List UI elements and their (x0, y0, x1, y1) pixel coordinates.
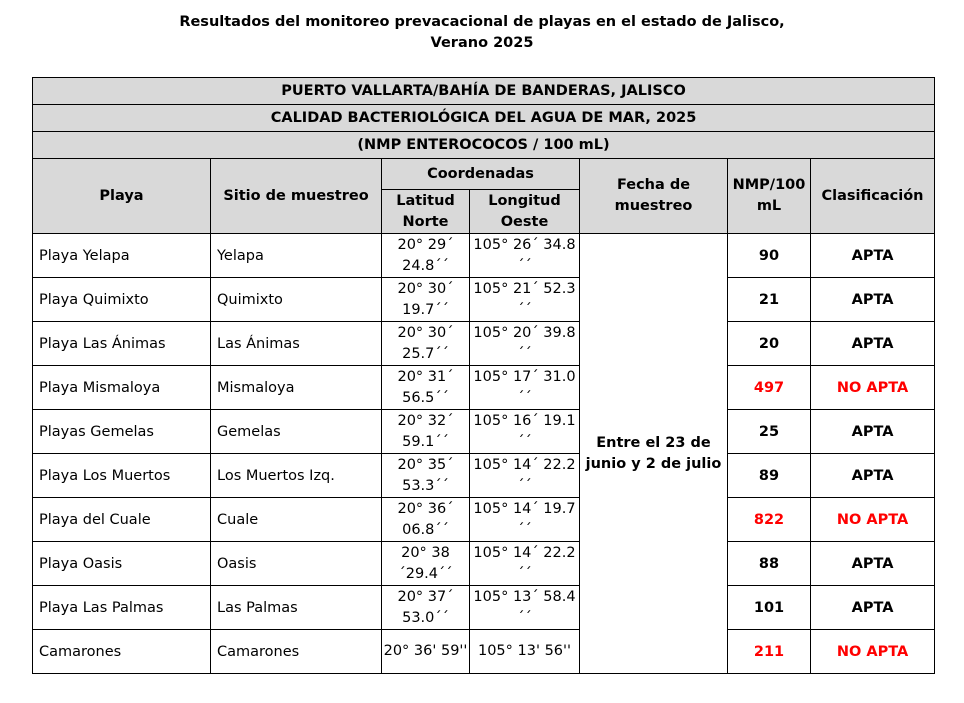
cell-latitud: 20° 30´ 25.7´´ (382, 322, 470, 366)
cell-playa: Playa Los Muertos (33, 454, 211, 498)
cell-nmp: 88 (728, 542, 811, 586)
cell-playa: Playa Quimixto (33, 278, 211, 322)
cell-latitud: 20° 37´ 53.0´´ (382, 586, 470, 630)
results-table (32, 77, 935, 674)
column-header-playa: Playa (33, 159, 211, 234)
cell-playa: Playa Yelapa (33, 234, 211, 278)
cell-nmp: 89 (728, 454, 811, 498)
cell-latitud: 20° 35´ 53.3´´ (382, 454, 470, 498)
table-row (33, 234, 935, 278)
cell-clasificacion: APTA (811, 234, 935, 278)
cell-clasificacion: APTA (811, 586, 935, 630)
cell-longitud: 105° 17´ 31.0´´ (470, 366, 580, 410)
cell-sitio: Oasis (211, 542, 382, 586)
title-line-2: Verano 2025 (430, 35, 534, 51)
cell-nmp: 497 (728, 366, 811, 410)
table-title-quality: CALIDAD BACTERIOLÓGICA DEL AGUA DE MAR, 2025 (33, 105, 935, 132)
cell-latitud: 20° 31´ 56.5´´ (382, 366, 470, 410)
cell-longitud: 105° 14´ 22.2´´ (470, 542, 580, 586)
cell-playa: Playas Gemelas (33, 410, 211, 454)
column-header-fecha: Fecha de muestreo (580, 159, 728, 234)
table-row (33, 410, 935, 454)
title-line-1: Resultados del monitoreo prevacacional de playas en el estado de Jalisco, (179, 14, 785, 30)
cell-playa: Playa Las Ánimas (33, 322, 211, 366)
cell-clasificacion: NO APTA (811, 366, 935, 410)
cell-nmp: 20 (728, 322, 811, 366)
cell-latitud: 20° 36' 59'' (382, 630, 470, 674)
cell-sitio: Las Palmas (211, 586, 382, 630)
cell-playa: Camarones (33, 630, 211, 674)
table-row (33, 630, 935, 674)
column-header-sitio: Sitio de muestreo (211, 159, 382, 234)
cell-longitud: 105° 13' 56'' (470, 630, 580, 674)
cell-nmp: 822 (728, 498, 811, 542)
cell-playa: Playa del Cuale (33, 498, 211, 542)
cell-longitud: 105° 20´ 39.8´´ (470, 322, 580, 366)
cell-longitud: 105° 21´ 52.3´´ (470, 278, 580, 322)
cell-longitud: 105° 13´ 58.4´´ (470, 586, 580, 630)
cell-sitio: Los Muertos Izq. (211, 454, 382, 498)
table-title-units: (NMP ENTEROCOCOS / 100 mL) (33, 132, 935, 159)
cell-clasificacion: NO APTA (811, 630, 935, 674)
cell-nmp: 211 (728, 630, 811, 674)
table-title-location: PUERTO VALLARTA/BAHÍA DE BANDERAS, JALISCO (33, 78, 935, 105)
table-row (33, 498, 935, 542)
cell-sitio: Gemelas (211, 410, 382, 454)
cell-playa: Playa Mismaloya (33, 366, 211, 410)
cell-latitud: 20° 36´ 06.8´´ (382, 498, 470, 542)
cell-sitio: Cuale (211, 498, 382, 542)
table-row (33, 542, 935, 586)
cell-clasificacion: APTA (811, 278, 935, 322)
cell-latitud: 20° 29´ 24.8´´ (382, 234, 470, 278)
column-header-coordenadas: Coordenadas (382, 159, 580, 190)
cell-nmp: 21 (728, 278, 811, 322)
cell-longitud: 105° 16´ 19.1´´ (470, 410, 580, 454)
table-row (33, 366, 935, 410)
cell-sitio: Mismaloya (211, 366, 382, 410)
cell-longitud: 105° 14´ 22.2´´ (470, 454, 580, 498)
cell-sitio: Las Ánimas (211, 322, 382, 366)
cell-latitud: 20° 38 ´29.4´´ (382, 542, 470, 586)
cell-nmp: 101 (728, 586, 811, 630)
table-row (33, 454, 935, 498)
cell-clasificacion: APTA (811, 454, 935, 498)
table-row (33, 586, 935, 630)
cell-latitud: 20° 30´ 19.7´´ (382, 278, 470, 322)
cell-sitio: Yelapa (211, 234, 382, 278)
cell-clasificacion: NO APTA (811, 498, 935, 542)
cell-longitud: 105° 14´ 19.7´´ (470, 498, 580, 542)
cell-clasificacion: APTA (811, 410, 935, 454)
cell-clasificacion: APTA (811, 542, 935, 586)
cell-playa: Playa Las Palmas (33, 586, 211, 630)
table-row (33, 278, 935, 322)
cell-latitud: 20° 32´ 59.1´´ (382, 410, 470, 454)
table-row (33, 322, 935, 366)
cell-sitio: Camarones (211, 630, 382, 674)
cell-fecha-muestreo: Entre el 23 de junio y 2 de julio (580, 234, 728, 674)
column-header-clasificacion: Clasificación (811, 159, 935, 234)
cell-playa: Playa Oasis (33, 542, 211, 586)
column-header-nmp: NMP/100 mL (728, 159, 811, 234)
column-header-latitud: Latitud Norte (382, 190, 470, 234)
cell-nmp: 25 (728, 410, 811, 454)
cell-clasificacion: APTA (811, 322, 935, 366)
cell-nmp: 90 (728, 234, 811, 278)
cell-longitud: 105° 26´ 34.8´´ (470, 234, 580, 278)
cell-sitio: Quimixto (211, 278, 382, 322)
column-header-longitud: Longitud Oeste (470, 190, 580, 234)
document-title (0, 12, 964, 54)
